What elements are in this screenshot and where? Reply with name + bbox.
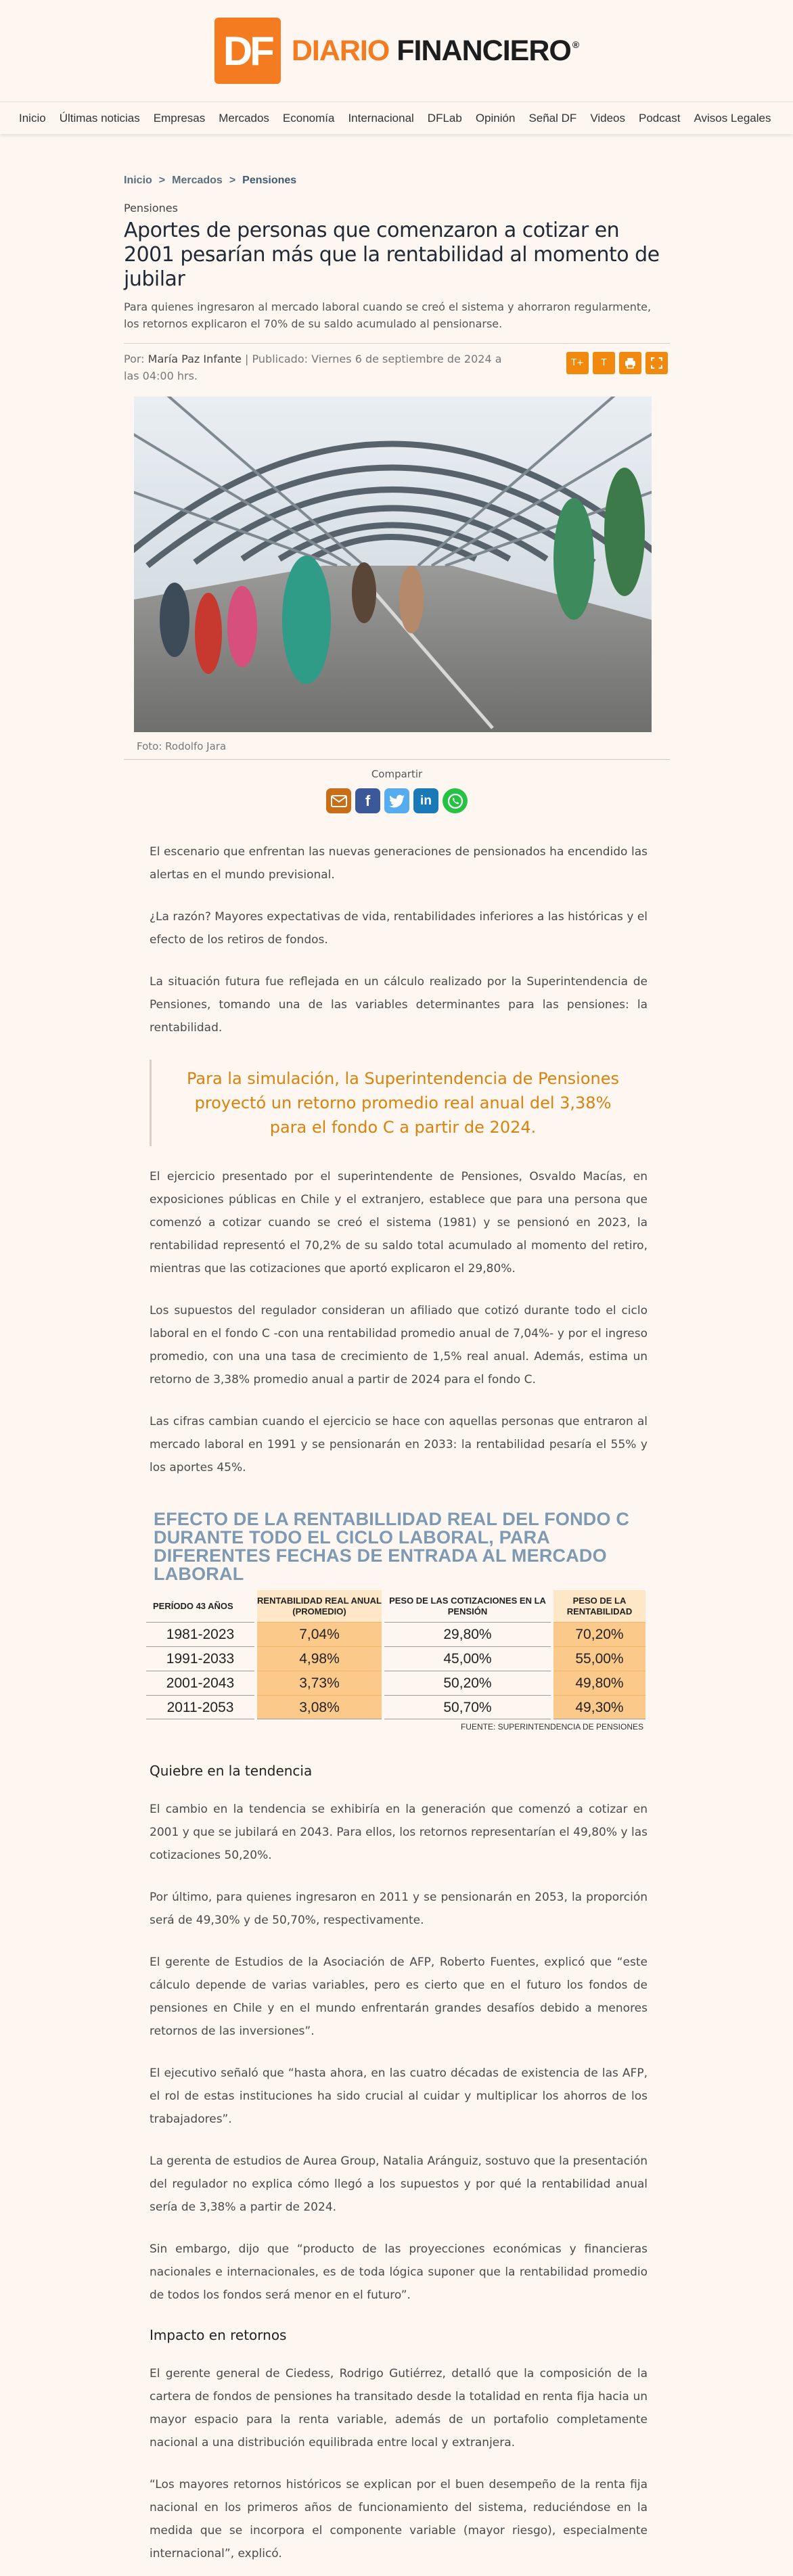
- article-paragraph: Las cifras cambian cuando el ejercicio se hace con aquellas personas que entraron al mercado laboral en 1991 y se pensionarán en 2033: la rentabilidad pesaría el 55% y los aportes 45%.: [150, 1415, 648, 1474]
- table-cell: 50,70%: [384, 1695, 551, 1719]
- print-button[interactable]: [619, 352, 641, 374]
- table-column-header: PESO DE LAS COTIZACIONES EN LA PENSIÓN: [389, 1595, 546, 1617]
- breadcrumb-separator: >: [158, 175, 166, 186]
- article-headline: Aportes de personas que comenzaron a cotizar en 2001 pesarían más que la rentabilidad al momento de jubilar: [124, 219, 660, 291]
- article-paragraph: Los supuestos del regulador consideran un afiliado que cotizó durante todo el ciclo laboral en el fondo C -con una rentabilidad promedio anual de 7,04%- y por el ingreso promedio, con una una tasa de crecimiento de 1,5% real anual. Además, estima un retorno de 3,38% promedio anual a partir de 2024 para el fondo C.: [150, 1304, 648, 1386]
- table-source: FUENTE: SUPERINTENDENCIA DE PENSIONES: [460, 1722, 643, 1732]
- breadcrumb: [124, 175, 670, 187]
- photo-image: [134, 397, 652, 732]
- table-column-header: PERÍODO 43 AÑOS: [153, 1600, 233, 1611]
- table-cell: 1981-2023: [146, 1622, 254, 1646]
- printer-icon: [625, 357, 636, 369]
- article-paragraph: El cambio en la tendencia se exhibiría en la generación que comenzó a cotizar en 2001 y que se jubilará en 2043. Para ellos, los retornos representarían el 49,80% y las cotizaciones 50,20%.: [150, 1803, 648, 1862]
- table-cell: 3,08%: [257, 1695, 382, 1719]
- pull-quote-text: Para la simulación, la Superintendencia de Pensiones proyectó un retorno promedio real anual del 3,38% para el fondo C a partir de 2024.: [186, 1069, 619, 1137]
- intro-paragraphs: [150, 840, 648, 1039]
- section1-paragraphs: [150, 1798, 648, 2307]
- article-paragraph: Sin embargo, dijo que “producto de las proyecciones económicas y financieras nacionales e internacionales, es de toda lógica suponer que la rentabilidad promedio de todos los fondos será menor en el futuro”.: [150, 2242, 648, 2302]
- article-photo: [134, 397, 652, 813]
- table-cell: 49,80%: [553, 1671, 645, 1695]
- author-name[interactable]: María Paz Infante: [148, 353, 242, 365]
- breadcrumb-link[interactable]: Mercados: [172, 175, 223, 186]
- article-lead: Para quienes ingresaron al mercado laboral cuando se creó el sistema y ahorraron regularmente, los retornos explicaron el 70% de su saldo acumulado al pensionarse.: [124, 300, 652, 330]
- article-paragraph: El ejecutivo señaló que “hasta ahora, en las cuatro décadas de existencia de las AFP, el rol de estas instituciones ha sido crucial al cuidar y multiplicar los ahorros de los trabajadores”.: [150, 2066, 648, 2126]
- article-paragraph: La gerenta de estudios de Aurea Group, Natalia Aránguiz, sostuvo que la presentación del regulador no explica cómo llegó a los supuestos y por qué la rentabilidad anual sería de 3,38% a partir de 2024.: [150, 2154, 648, 2214]
- main-nav: [0, 101, 793, 134]
- table-cell: 70,20%: [553, 1622, 645, 1646]
- logo-word-2: FINANCIERO: [396, 34, 571, 67]
- article-header: [124, 175, 670, 813]
- nav-item[interactable]: Empresas: [153, 111, 206, 125]
- nav-item[interactable]: Videos: [590, 111, 625, 125]
- table-cell: 1991-2033: [146, 1646, 254, 1671]
- masthead: [0, 0, 793, 101]
- byline-prefix: Por:: [124, 353, 145, 365]
- article-tools: [566, 351, 668, 374]
- article-body: [150, 840, 648, 2565]
- article-paragraph: “Los mayores retornos históricos se explican por el buen desempeño de la renta fija nacional en los primeros años de funcionamiento del sistema, reduciéndose en la medida que se incorpora el componente variable (mayor riesgo), especialmente internacional”, explicó.: [150, 2478, 648, 2560]
- publish-date: | Publicado: Viernes 6 de septiembre de 2024 a las 04:00 hrs.: [124, 353, 502, 382]
- table-cell: 29,80%: [384, 1622, 551, 1646]
- article-paragraph: El ejercicio presentado por el superintendente de Pensiones, Osvaldo Macías, en exposiciones públicas en Chile y el extranjero, establece que para una persona que comenzó a cotizar cuando se creó el sistema (1981) y se pensionó en 2023, la rentabilidad representó el 70,2% de su saldo total acumulado al momento del retiro, mientras que las cotizaciones que aportó explicaron el 29,80%.: [150, 1170, 648, 1275]
- article-paragraph: El gerente de Estudios de la Asociación de AFP, Roberto Fuentes, explicó que “este cálculo depende de varias variables, pero es cierto que en el futuro los fondos de pensiones en Chile y en el mundo enfrentarán grandes desafíos debido a menores retornos de las inversiones”.: [150, 1956, 648, 2038]
- nav-item[interactable]: Mercados: [219, 111, 269, 125]
- site-logo[interactable]: [214, 18, 579, 84]
- article: [0, 175, 793, 2565]
- facebook-share-icon[interactable]: f: [355, 788, 380, 813]
- nav-item[interactable]: Inicio: [19, 111, 46, 125]
- logo-wordmark: [292, 35, 579, 68]
- share-icons: [124, 788, 670, 813]
- table-cell: 2011-2053: [146, 1695, 254, 1719]
- table-cell: 7,04%: [257, 1622, 382, 1646]
- table-cell: 45,00%: [384, 1646, 551, 1671]
- table-cell: 49,30%: [553, 1695, 645, 1719]
- share-bar: [124, 768, 670, 813]
- font-decrease-button[interactable]: T: [593, 352, 615, 374]
- breadcrumb-link[interactable]: Pensiones: [242, 175, 297, 186]
- photo-caption: Foto: Rodolfo Jara: [124, 732, 670, 760]
- whatsapp-share-icon[interactable]: [443, 788, 468, 813]
- share-label: Compartir: [371, 768, 423, 780]
- nav-item[interactable]: Señal DF: [528, 111, 577, 125]
- expand-button[interactable]: [645, 352, 668, 374]
- table-cell: 2001-2043: [146, 1671, 254, 1695]
- font-increase-button[interactable]: T+: [566, 352, 589, 374]
- site-header: [0, 0, 793, 134]
- rentabilidad-table-graphic: [146, 1509, 643, 1732]
- table-cell: 55,00%: [553, 1646, 645, 1671]
- nav-item[interactable]: Internacional: [348, 111, 414, 125]
- nav-item[interactable]: Últimas noticias: [59, 111, 140, 125]
- registered-mark: ®: [572, 39, 579, 50]
- email-share-icon[interactable]: [326, 788, 351, 813]
- table-title: EFECTO DE LA RENTABILLIDAD REAL DEL FONDO C DURANTE TODO EL CICLO LABORAL, PARA DIFERENTES FECHAS DE ENTRADA AL MERCADO LABORAL: [154, 1509, 630, 1584]
- logo-mark: DF: [214, 18, 281, 84]
- article-paragraph: ¿La razón? Mayores expectativas de vida, rentabilidades inferiores a las históricas y el efecto de los retiros de fondos.: [150, 910, 648, 947]
- article-kicker: Pensiones: [124, 202, 178, 214]
- nav-item[interactable]: Economía: [282, 111, 335, 125]
- phone-icon: [447, 792, 464, 810]
- table-cell: 50,20%: [384, 1671, 551, 1695]
- expand-icon: [651, 357, 662, 369]
- subhead-impacto: Impacto en retornos: [150, 2327, 287, 2343]
- article-paragraph: El escenario que enfrentan las nuevas generaciones de pensionados ha encendido las alertas en el mundo previsional.: [150, 845, 648, 882]
- breadcrumb-separator: >: [229, 175, 236, 186]
- article-paragraph: Por último, para quienes ingresaron en 2011 y se pensionarán en 2053, la proporción será de 49,30% y de 50,70%, respectivamente.: [150, 1891, 648, 1927]
- breadcrumb-link[interactable]: Inicio: [124, 175, 152, 186]
- nav-item[interactable]: DFLab: [427, 111, 462, 125]
- nav-item[interactable]: Avisos Legales: [694, 111, 771, 125]
- table-cell: 4,98%: [257, 1646, 382, 1671]
- logo-word-1: DIARIO: [291, 34, 390, 67]
- article-paragraph: El gerente general de Ciedess, Rodrigo Gutiérrez, detalló que la composición de la cartera de fondos de pensiones ha transitado desde la totalidad en renta fija hacia un mayor espacio para la renta variable, además de un portafolio completamente nacional a una distribución equilibrada entre local y extranjera.: [150, 2367, 648, 2449]
- twitter-share-icon[interactable]: [384, 788, 409, 813]
- article-meta: [124, 343, 670, 384]
- pull-quote: [150, 1060, 648, 1146]
- section2-paragraphs: [150, 2362, 648, 2565]
- data-table: [146, 1590, 640, 1719]
- nav-item[interactable]: Opinión: [475, 111, 516, 125]
- article-paragraph: La situación futura fue reflejada en un cálculo realizado por la Superintendencia de Pensiones, tomando una de las variables determinantes para las pensiones: la rentabilidad.: [150, 975, 648, 1035]
- linkedin-share-icon[interactable]: in: [413, 788, 438, 813]
- bird-icon: [389, 794, 405, 808]
- byline: [124, 351, 503, 384]
- table-column-header: RENTABILIDAD REAL ANUAL (PROMEDIO): [257, 1590, 382, 1622]
- envelope-icon: [331, 795, 347, 807]
- nav-item[interactable]: Podcast: [639, 111, 681, 125]
- table-cell: 3,73%: [257, 1671, 382, 1695]
- mid-paragraphs: [150, 1165, 648, 1479]
- table-column-header: PESO DE LA RENTABILIDAD: [553, 1590, 645, 1622]
- subhead-quiebre: Quiebre en la tendencia: [150, 1763, 313, 1779]
